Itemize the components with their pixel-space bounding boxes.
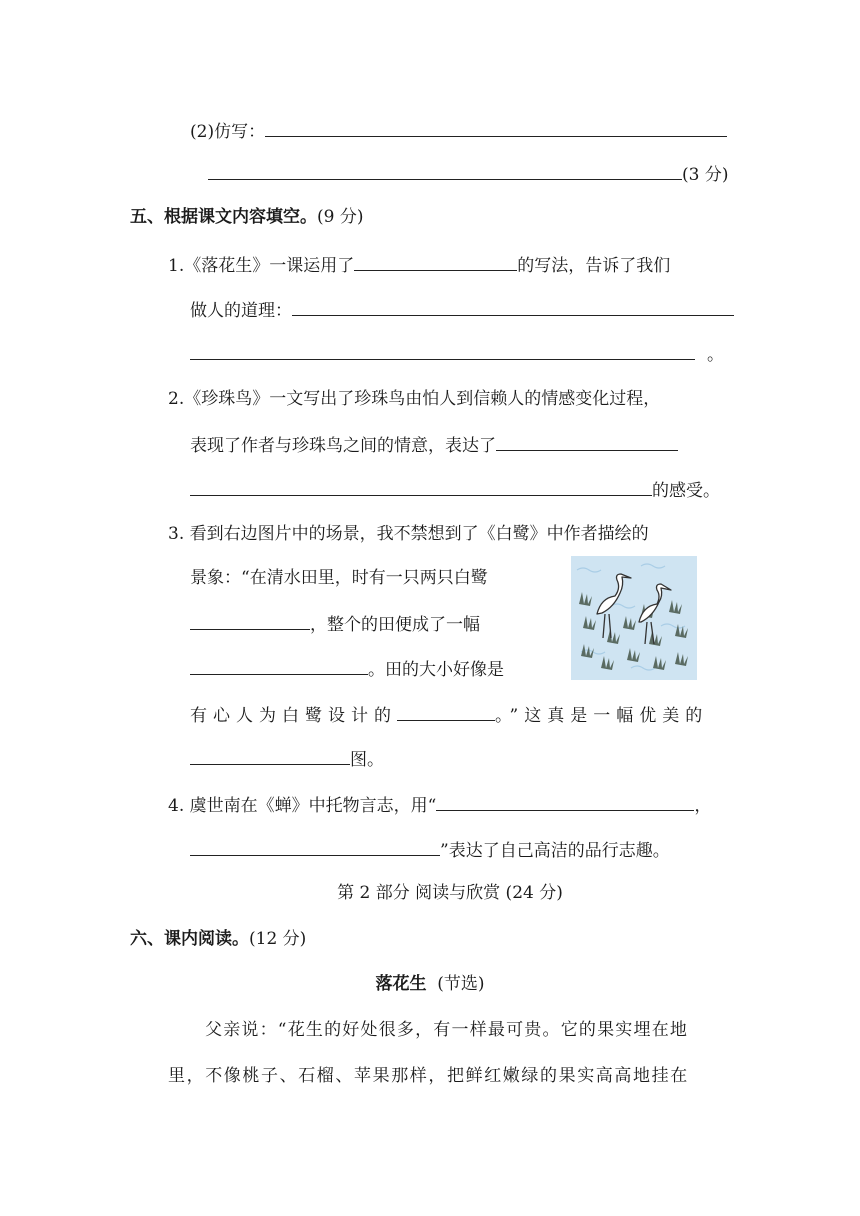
q5-item3-text: 。田的大小好像是 bbox=[368, 660, 504, 680]
q5-item3-text: 。”这真是一幅优美的 bbox=[495, 706, 709, 726]
q5-item3-text: ，整个的田便成了一幅 bbox=[310, 615, 480, 635]
q5-item1-line3 bbox=[190, 341, 724, 367]
q5-item4-text: ， bbox=[694, 796, 712, 816]
q5-item3-text: 有心人为白鹭设计的 bbox=[190, 706, 397, 726]
q5-item2-text: 表现了作者与珍珠鸟之间的情意，表达了 bbox=[190, 436, 496, 456]
q5-item1-text: 做人的道理： bbox=[190, 301, 292, 321]
answer-blank[interactable] bbox=[190, 477, 652, 496]
answer-blank[interactable] bbox=[190, 611, 310, 630]
q5-item1-text: 的写法，告诉了我们 bbox=[517, 256, 671, 276]
answer-blank[interactable] bbox=[190, 656, 368, 675]
q5-heading bbox=[130, 205, 363, 229]
q5-item3-text: 图。 bbox=[350, 750, 384, 770]
q5-item2-line3 bbox=[190, 477, 720, 503]
q6-heading-text: 六、课内阅读。 bbox=[130, 929, 249, 949]
q5-item3-line1 bbox=[168, 522, 649, 546]
q5-item1-line2 bbox=[190, 297, 734, 323]
answer-blank[interactable] bbox=[436, 792, 694, 811]
answer-blank[interactable] bbox=[397, 702, 495, 721]
q5-item4-line1 bbox=[168, 792, 711, 818]
passage-title-text: 落花生 bbox=[375, 974, 427, 994]
q5-item3-text: 3. 看到右边图片中的场景，我不禁想到了《白鹭》中作者描绘的 bbox=[168, 524, 649, 544]
q5-item2-line1 bbox=[168, 387, 660, 411]
q5-item1-line1 bbox=[168, 252, 670, 278]
q5-heading-text: 五、根据课文内容填空。 bbox=[130, 207, 317, 227]
q4-item2-line2 bbox=[208, 161, 728, 187]
q5-item1-text: 。 bbox=[707, 345, 724, 365]
passage-text: 里，不像桃子、石榴、苹果那样，把鲜红嫩绿的果实高高地挂在 bbox=[168, 1066, 689, 1086]
q5-heading-score: (9 分) bbox=[317, 207, 364, 227]
q5-item2-line2 bbox=[190, 432, 678, 458]
answer-blank[interactable] bbox=[190, 341, 695, 360]
answer-blank[interactable] bbox=[292, 297, 734, 316]
q5-item4-text: ”表达了自己高洁的品行志趣。 bbox=[440, 841, 670, 861]
q6-heading bbox=[130, 927, 306, 951]
passage-para1 bbox=[205, 1018, 688, 1042]
q5-item3-line6 bbox=[190, 746, 384, 772]
answer-blank[interactable] bbox=[208, 161, 682, 180]
part2-title-text: 第 2 部分 阅读与欣赏 (24 分) bbox=[337, 883, 563, 903]
q5-item1-text: 1.《落花生》一课运用了 bbox=[168, 256, 355, 276]
q4-item2-line1 bbox=[190, 118, 727, 144]
answer-blank[interactable] bbox=[190, 837, 440, 856]
egret-paddy-picture bbox=[571, 556, 697, 680]
q5-item3-text: 景象：“在清水田里，时有一只两只白鹭 bbox=[190, 568, 488, 588]
q5-item3-line3 bbox=[190, 611, 480, 637]
q5-item3-line5 bbox=[190, 702, 708, 728]
answer-blank[interactable] bbox=[354, 252, 517, 271]
passage-text: 父亲说：“花生的好处很多，有一样最可贵。它的果实埋在地 bbox=[205, 1020, 689, 1040]
q5-item4-line2 bbox=[190, 837, 670, 863]
answer-blank[interactable] bbox=[265, 118, 727, 137]
q5-item4-text: 4. 虞世南在《蝉》中托物言志，用“ bbox=[168, 796, 437, 816]
answer-blank[interactable] bbox=[190, 746, 350, 765]
answer-blank[interactable] bbox=[496, 432, 678, 451]
q4-score: (3 分) bbox=[682, 165, 729, 185]
q5-item2-text: 的感受。 bbox=[652, 481, 720, 501]
passage-para2 bbox=[168, 1064, 689, 1088]
q5-item3-line2 bbox=[190, 566, 488, 590]
q5-item2-text: 2.《珍珠鸟》一文写出了珍珠鸟由怕人到信赖人的情感变化过程， bbox=[168, 389, 661, 409]
q5-item3-line4 bbox=[190, 656, 504, 682]
q4-item2-prefix: (2)仿写： bbox=[190, 122, 266, 142]
part2-title bbox=[0, 881, 860, 905]
passage-title bbox=[0, 972, 860, 996]
passage-note: (节选) bbox=[437, 974, 485, 994]
q6-heading-score: (12 分) bbox=[249, 929, 307, 949]
egret-illustration bbox=[571, 556, 697, 680]
